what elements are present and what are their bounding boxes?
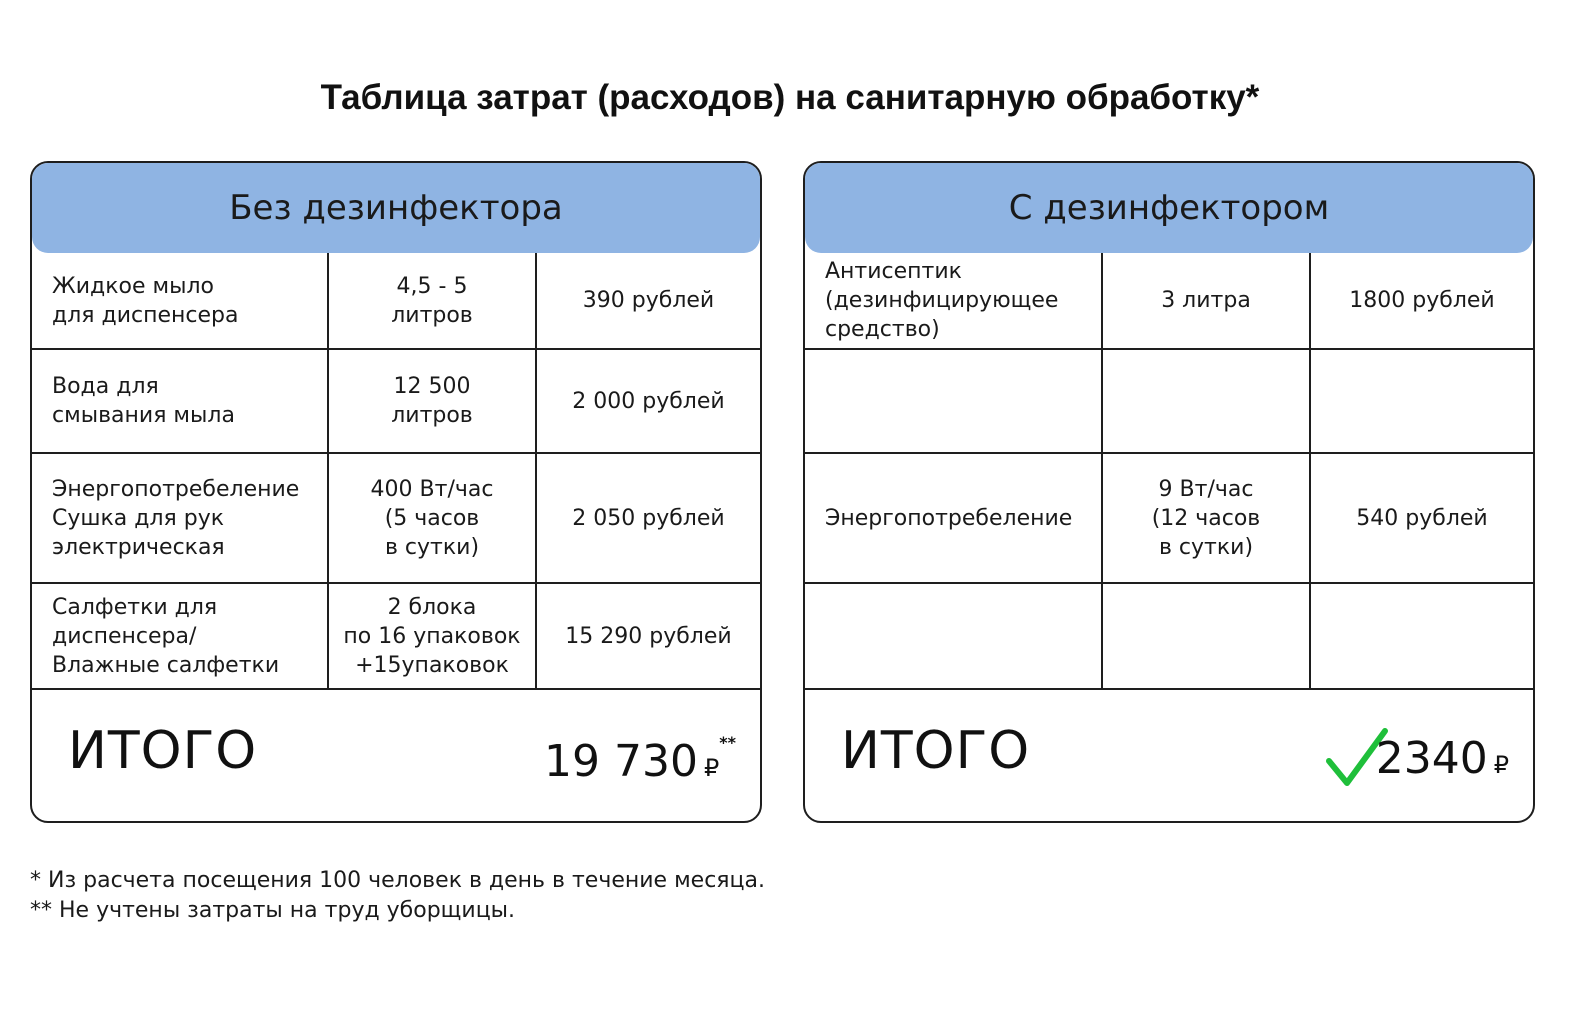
item-cost: 15 290 рублей bbox=[536, 583, 760, 689]
item-quantity: 4,5 - 5 литров bbox=[328, 253, 536, 349]
item-name: Энергопотребеление bbox=[805, 453, 1102, 583]
footnote-mark: ** bbox=[719, 733, 736, 752]
currency-sign: ₽ bbox=[1493, 751, 1509, 779]
table-row bbox=[32, 583, 760, 689]
total-value-container bbox=[1376, 733, 1509, 784]
item-cost: 1800 рублей bbox=[1310, 253, 1533, 349]
footnotes bbox=[30, 866, 765, 926]
item-quantity bbox=[1102, 583, 1310, 689]
footnote: ** Не учтены затраты на труд уборщицы. bbox=[30, 898, 516, 923]
cost-table bbox=[32, 253, 760, 690]
total-value: 19 730 bbox=[544, 736, 698, 787]
item-quantity: 400 Вт/час (5 часов в сутки) bbox=[328, 453, 536, 583]
item-cost bbox=[1310, 583, 1533, 689]
total-label: ИТОГО bbox=[68, 721, 258, 781]
table-row bbox=[32, 349, 760, 453]
item-cost: 2 000 рублей bbox=[536, 349, 760, 453]
panel-header: Без дезинфектора bbox=[32, 163, 760, 253]
panel-without-disinfector bbox=[30, 161, 762, 823]
item-name: Вода для смывания мыла bbox=[32, 349, 328, 453]
item-quantity: 3 литра bbox=[1102, 253, 1310, 349]
total-value-container bbox=[544, 733, 736, 787]
panel-with-disinfector bbox=[803, 161, 1535, 823]
item-quantity: 12 500 литров bbox=[328, 349, 536, 453]
page-title: Таблица затрат (расходов) на санитарную обработку* bbox=[320, 78, 1260, 117]
item-cost: 390 рублей bbox=[536, 253, 760, 349]
item-name: Энергопотребеление Сушка для рук электрическая bbox=[32, 453, 328, 583]
item-quantity bbox=[1102, 349, 1310, 453]
table-row bbox=[805, 453, 1533, 583]
table-row bbox=[32, 253, 760, 349]
item-name: Антисептик (дезинфицирующее средство) bbox=[805, 253, 1102, 349]
cost-table bbox=[805, 253, 1533, 690]
item-quantity: 9 Вт/час (12 часов в сутки) bbox=[1102, 453, 1310, 583]
table-row bbox=[32, 453, 760, 583]
table-row bbox=[805, 253, 1533, 349]
total-label: ИТОГО bbox=[841, 721, 1031, 781]
panel-header: С дезинфектором bbox=[805, 163, 1533, 253]
item-cost bbox=[1310, 349, 1533, 453]
footnote: * Из расчета посещения 100 человек в день в течение месяца. bbox=[30, 868, 765, 893]
item-name bbox=[805, 349, 1102, 453]
item-name: Салфетки для диспенсера/ Влажные салфетки bbox=[32, 583, 328, 689]
item-cost: 2 050 рублей bbox=[536, 453, 760, 583]
currency-sign: ₽ bbox=[703, 754, 720, 782]
table-row bbox=[805, 349, 1533, 453]
total-value: 2340 bbox=[1375, 733, 1488, 784]
item-cost: 540 рублей bbox=[1310, 453, 1533, 583]
item-quantity: 2 блока по 16 упаковок +15упаковок bbox=[328, 583, 536, 689]
table-row bbox=[805, 583, 1533, 689]
item-name: Жидкое мыло для диспенсера bbox=[32, 253, 328, 349]
item-name bbox=[805, 583, 1102, 689]
